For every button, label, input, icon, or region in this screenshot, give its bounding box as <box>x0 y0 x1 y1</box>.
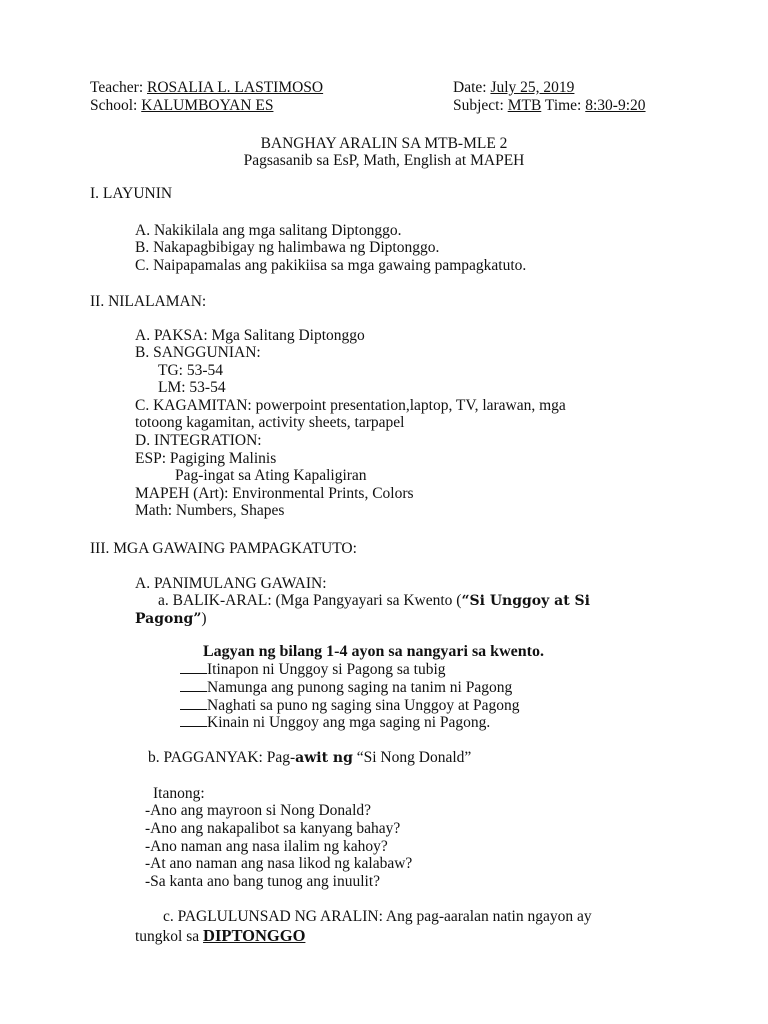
section-heading-nilalaman: II. NILALAMAN: <box>90 293 207 310</box>
panimulang-gawain: A. PANIMULANG GAWAIN: <box>135 575 327 592</box>
event-item <box>180 660 446 679</box>
layunin-item: A. Nakikilala ang mga salitang Diptonggo. <box>135 222 402 239</box>
question-item: -Sa kanta ano bang tunog ang inuulit? <box>145 873 381 890</box>
question-item: -Ano ang mayroon si Nong Donald? <box>145 802 371 819</box>
paglulunsad-line-cont <box>135 927 305 946</box>
date-line <box>453 79 574 97</box>
date-label: Date: <box>453 79 487 96</box>
integration-line: D. INTEGRATION: <box>135 432 262 449</box>
story-title-cont: Pagong” <box>135 611 202 627</box>
itanong-label: Itanong: <box>153 785 205 802</box>
answer-blank <box>180 713 207 727</box>
event-item <box>180 678 512 697</box>
layunin-item: C. Naipapamalas ang pakikiisa sa mga gawaing pampagkatuto. <box>135 257 527 274</box>
event-text: Itinapon ni Unggoy si Pagong sa tubig <box>207 661 446 678</box>
date-value: July 25, 2019 <box>490 79 575 96</box>
paksa-line: A. PAKSA: Mga Salitang Diptonggo <box>135 327 365 344</box>
section-heading-gawain: III. MGA GAWAING PAMPAGKATUTO: <box>90 540 357 557</box>
question-item: -At ano naman ang nasa likod ng kalabaw? <box>145 855 413 872</box>
question-item: -Ano ang nakapalibot sa kanyang bahay? <box>145 820 401 837</box>
pagganyak-bold: awit ng <box>295 750 353 766</box>
event-text: Naghati sa puno ng saging sina Unggoy at Pagong <box>207 697 520 714</box>
teacher-name: ROSALIA L. LASTIMOSO <box>147 79 324 96</box>
paglulunsad-line: c. PAGLULUNSAD NG ARALIN: Ang pag-aaralan natin ngayon ay <box>163 908 592 925</box>
event-text: Namunga ang punong saging na tanim ni Pagong <box>207 679 513 696</box>
lesson-topic: DIPTONGGO <box>203 926 306 945</box>
school-name: KALUMBOYAN ES <box>141 97 274 114</box>
balik-aral-close: ) <box>201 610 207 627</box>
event-text: Kinain ni Unggoy ang mga saging ni Pagong. <box>207 714 491 731</box>
time-value: 8:30-9:20 <box>585 97 646 114</box>
document-subtitle: Pagsasanib sa EsP, Math, English at MAPEH <box>243 152 525 169</box>
activity-instruction: Lagyan ng bilang 1-4 ayon sa nangyari sa kwento. <box>203 643 544 660</box>
balik-aral-label: a. BALIK-ARAL: (Mga Pangyayari sa Kwento ( <box>158 592 462 609</box>
balik-aral-line <box>158 592 590 610</box>
kagamitan-line: C. KAGAMITAN: powerpoint presentation,laptop, TV, larawan, mga <box>135 397 566 414</box>
teacher-line <box>90 79 323 97</box>
esp-line: ESP: Pagiging Malinis <box>135 450 277 467</box>
layunin-item: B. Nakapagbibigay ng halimbawa ng Diptonggo. <box>135 239 440 256</box>
pagganyak-label: b. PAGGANYAK: Pag- <box>148 749 296 766</box>
story-title: “Si Unggoy at Si <box>461 593 590 609</box>
tg-line: TG: 53-54 <box>158 362 224 379</box>
subject-time-line <box>453 97 646 115</box>
lm-line: LM: 53-54 <box>158 379 226 396</box>
kagamitan-line-cont: totoong kagamitan, activity sheets, tarpapel <box>135 414 405 431</box>
balik-aral-line-cont <box>135 610 207 628</box>
esp-line-cont: Pag-ingat sa Ating Kapaligiran <box>175 467 367 484</box>
song-title: “Si Nong Donald” <box>352 749 472 766</box>
section-heading-layunin: I. LAYUNIN <box>90 185 173 202</box>
pagganyak-line <box>148 749 471 767</box>
answer-blank <box>180 696 207 710</box>
document-title: BANGHAY ARALIN SA MTB-MLE 2 <box>260 135 508 152</box>
time-label: Time: <box>544 97 582 114</box>
school-label: School: <box>90 97 138 114</box>
teacher-label: Teacher: <box>90 79 144 96</box>
math-line: Math: Numbers, Shapes <box>135 502 285 519</box>
sanggunian-line: B. SANGGUNIAN: <box>135 344 261 361</box>
question-item: -Ano naman ang nasa ilalim ng kahoy? <box>145 838 388 855</box>
school-line <box>90 97 273 115</box>
mapeh-line: MAPEH (Art): Environmental Prints, Colors <box>135 485 414 502</box>
event-item <box>180 713 490 732</box>
paglulunsad-prefix: tungkol sa <box>135 928 204 945</box>
subject-value: MTB <box>507 97 542 114</box>
subject-label: Subject: <box>453 97 504 114</box>
answer-blank <box>180 678 207 692</box>
answer-blank <box>180 660 207 674</box>
